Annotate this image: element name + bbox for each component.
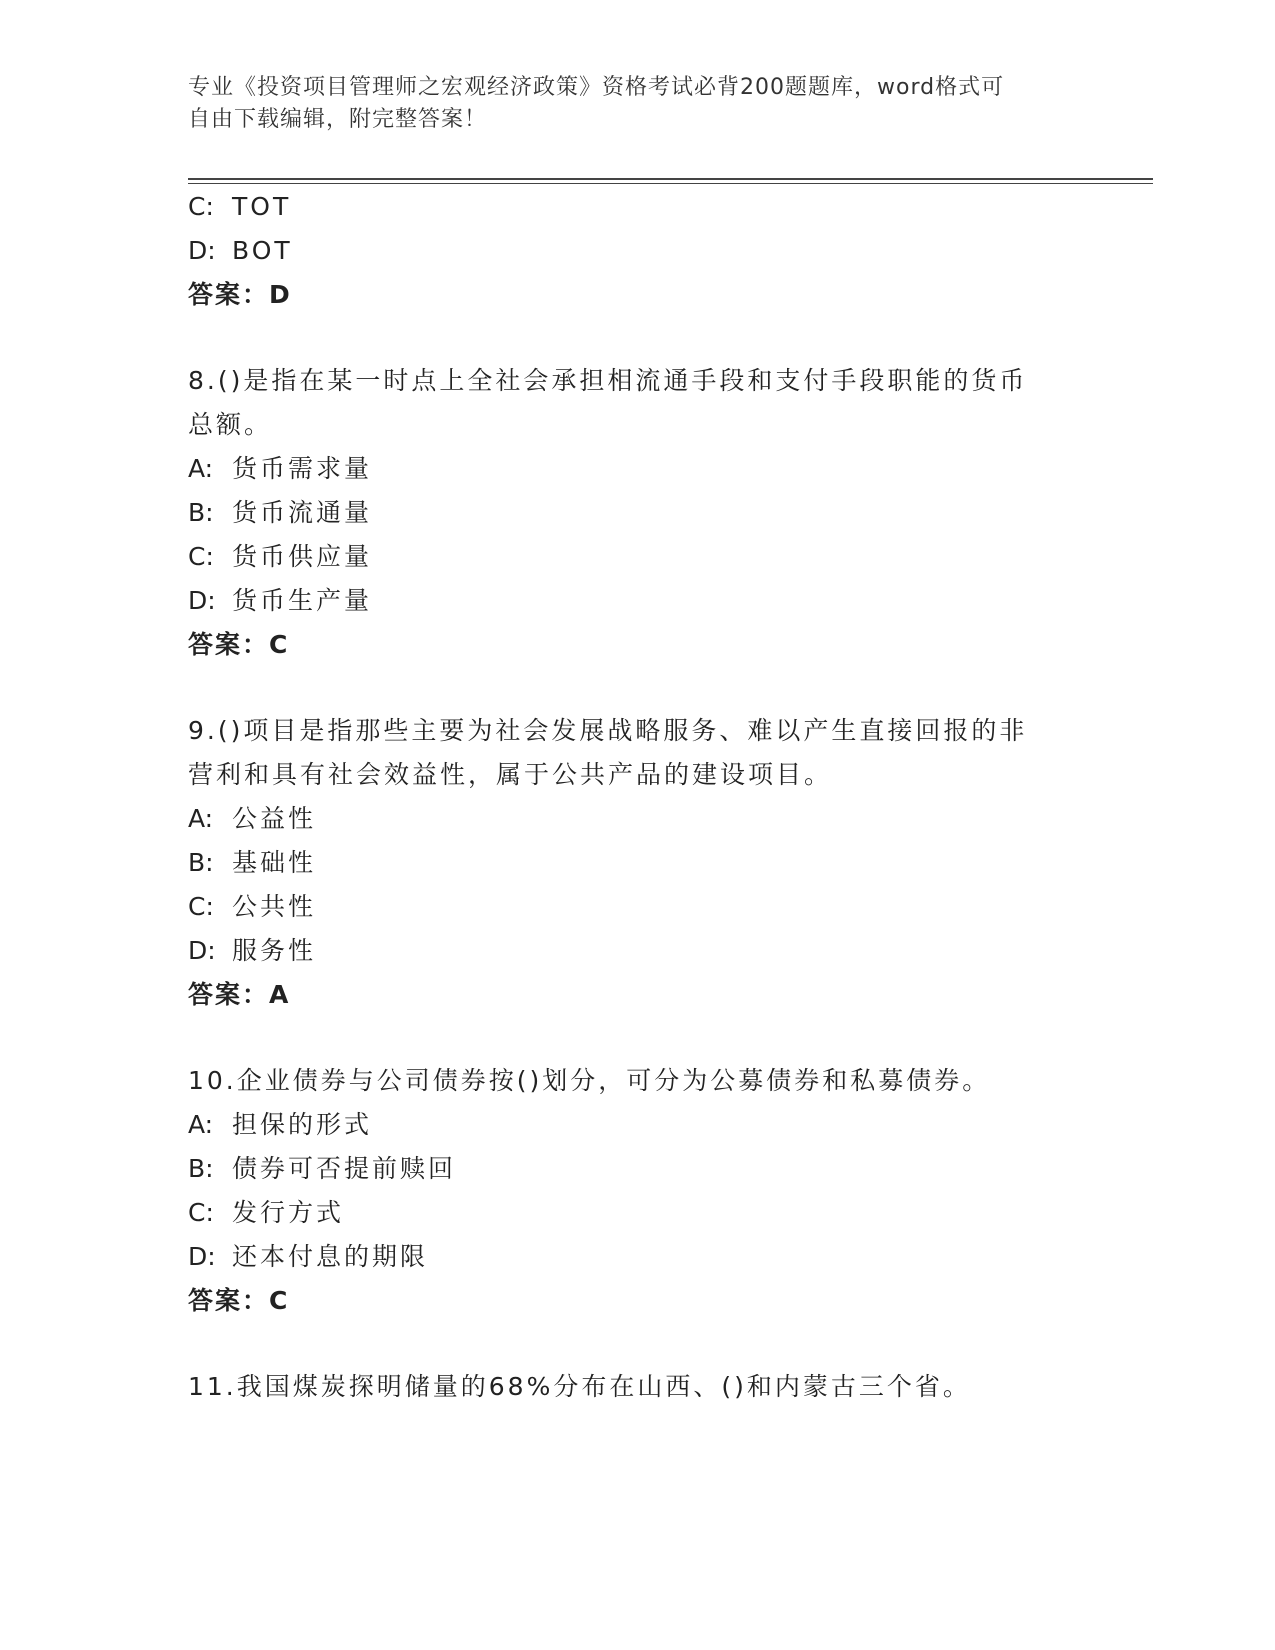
option-c [188,190,291,224]
option-key: C: [188,542,214,571]
option-key: B: [188,498,214,527]
option-c [188,1196,344,1230]
option-text: 货币需求量 [232,454,373,483]
option-text: 还本付息的期限 [232,1242,429,1271]
question-stem-line: 10.企业债券与公司债券按()划分，可分为公募债券和私募债券。 [188,1066,991,1095]
option-key: B: [188,1154,214,1183]
option-text: 服务性 [232,936,317,965]
option-text: 货币生产量 [232,586,373,615]
question-stem-line: 9.()项目是指那些主要为社会发展战略服务、难以产生直接回报的非 [188,716,1028,745]
option-text: 发行方式 [232,1198,345,1227]
option-key: C: [188,1198,214,1227]
option-b [188,496,372,530]
option-key: C: [188,892,214,921]
option-a [188,452,372,486]
option-text: 担保的形式 [232,1110,373,1139]
page-header [188,72,1068,136]
answer-line: 答案：C [188,630,290,659]
question-stem-line: 8.()是指在某一时点上全社会承担相流通手段和支付手段职能的货币 [188,366,1028,395]
option-key: A: [188,804,214,833]
option-d [188,934,316,968]
option-c [188,890,316,924]
answer-line: 答案：C [188,1286,290,1315]
option-key: A: [188,1110,214,1139]
option-d [188,1240,428,1274]
option-d [188,234,293,268]
option-text: 公共性 [232,892,317,921]
option-key: D: [188,1242,216,1271]
option-b [188,846,316,880]
answer-line: 答案：A [188,980,291,1009]
option-key: B: [188,848,214,877]
option-key: D: [188,936,216,965]
header-line-2: 自由下载编辑，附完整答案！ [188,107,488,132]
question-stem-line: 总额。 [188,410,273,439]
header-divider-thick [188,178,1153,180]
option-text: 货币流通量 [232,498,373,527]
option-text: 公益性 [232,804,317,833]
answer-line: 答案：D [188,280,292,309]
header-divider-thin [188,183,1153,184]
option-c [188,540,372,574]
option-text: TOT [232,192,292,221]
option-a [188,1108,372,1142]
question-stem-line: 11.我国煤炭探明储量的68%分布在山西、()和内蒙古三个省。 [188,1372,971,1401]
option-key: D: [188,586,216,615]
header-line-1: 专业《投资项目管理师之宏观经济政策》资格考试必背200题题库，word格式可 [188,75,1005,100]
option-a [188,802,316,836]
option-d [188,584,372,618]
option-key: C: [188,192,214,221]
option-text: 货币供应量 [232,542,373,571]
option-key: D: [188,236,216,265]
question-stem-line: 营利和具有社会效益性，属于公共产品的建设项目。 [188,760,833,789]
option-text: 基础性 [232,848,317,877]
option-text: 债券可否提前赎回 [232,1154,457,1183]
option-key: A: [188,454,214,483]
option-text: BOT [232,236,293,265]
option-b [188,1152,456,1186]
